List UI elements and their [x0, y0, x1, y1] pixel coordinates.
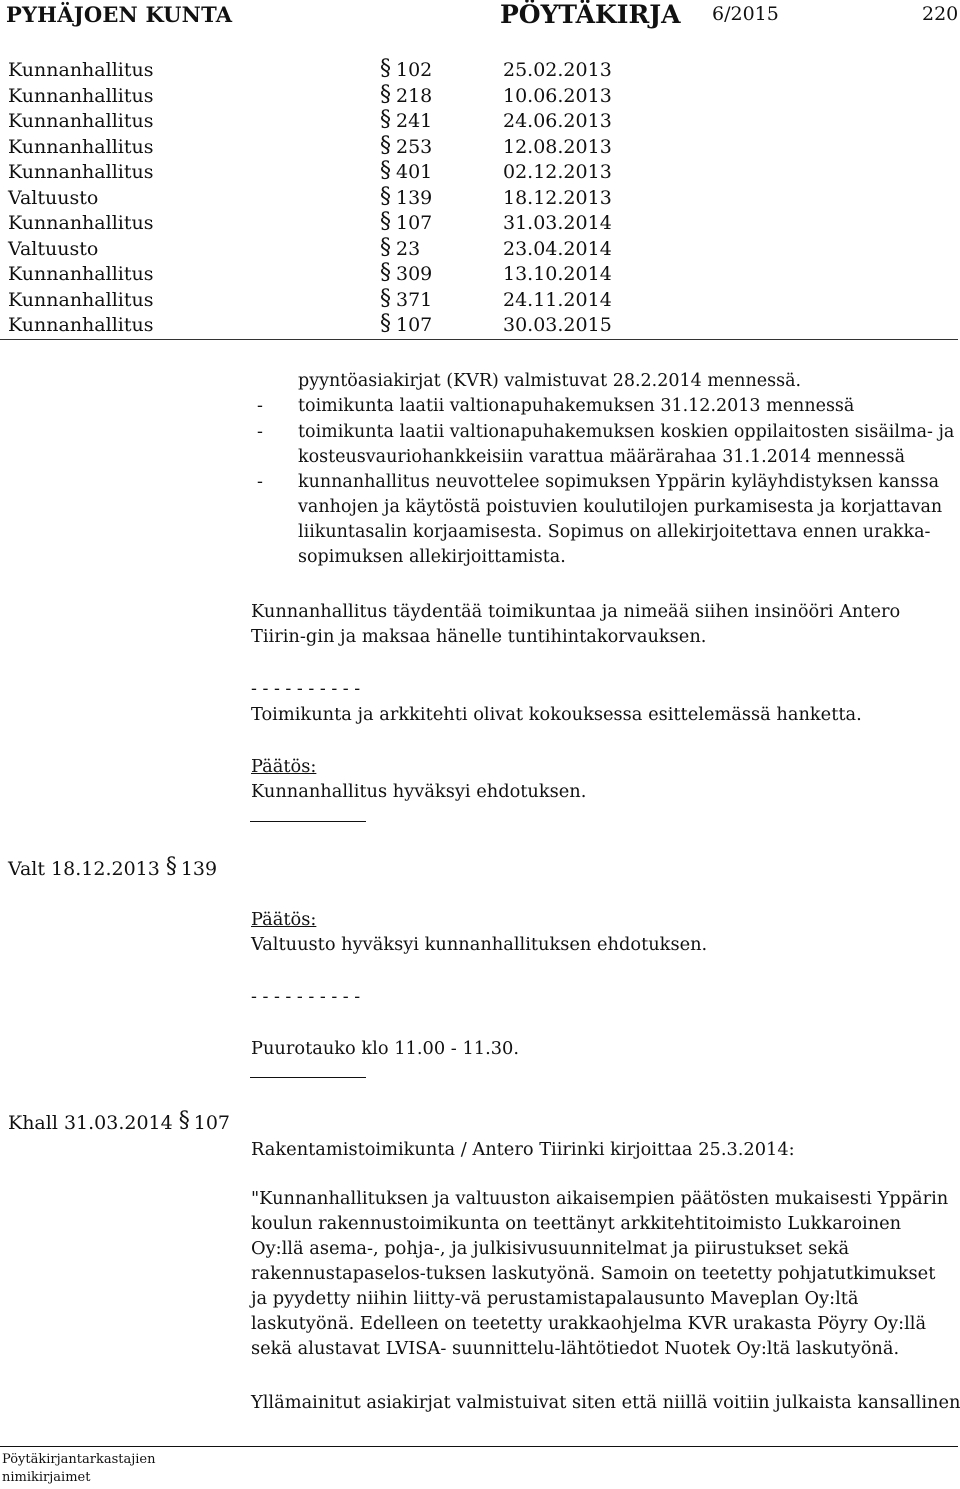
history-number: 253 — [396, 135, 433, 158]
bullet-dash: - — [257, 396, 263, 416]
decision-label: Päätös: — [251, 756, 317, 777]
quote-paragraph: "Kunnanhallituksen ja valtuuston aikaisempien päätösten mukaisesti Yppärin koulun rakennustoimikunta on teettänyt arkkitehtitoimisto Lukkaroinen Oy:llä asema-, pohja-, ja julkisivusuunnitelmat ja piirustukset sekä rakennustapaselos-tuksen laskutyönä. Samoin on teetetty pohjatutkimukset ja pyydetty niihin liitty-vä perustamistapalausunto Maveplan Oy:ltä laskutyönä. Edelleen on teetetty urakkaohjelma KVR urakasta Pöyry Oy:llä sekä alustavat LVISA- suunnittelu-lähtötiedot Nuotek Oy:ltä laskutyönä. — [251, 1188, 949, 1359]
margin-reference — [8, 1110, 230, 1135]
history-number: 107 — [396, 212, 433, 234]
history-date: 25.02.2013 — [503, 59, 612, 81]
history-row — [0, 56, 620, 84]
page-number: 220 — [922, 3, 959, 25]
bullet-text: kunnanhallitus neuvottelee sopimuksen Yppärin kyläyhdistyksen kanssa vanhojen ja käytöstä poistuvien koulutilojen purkamisesta ja korjattavan liikuntasalin korjaamisesta. Sopimus on allekirjoitettava ennen urakka-sopimuksen allekirjoittamista. — [298, 472, 943, 567]
history-date: 12.08.2013 — [503, 135, 612, 158]
kh-paragraph: Kunnanhallitus täydentää toimikuntaa ja nimeää siihen insinööri Antero Tiirin-gin ja maksaa hänelle tuntihintakorvauksen. — [251, 601, 901, 647]
history-row — [0, 209, 620, 237]
history-number: 107 — [396, 314, 433, 336]
reference-number: 139 — [180, 858, 218, 880]
bullet-dash: - — [257, 422, 263, 442]
history-date: 23.04.2014 — [503, 237, 612, 260]
decision-text: Valtuusto hyväksyi kunnanhallituksen ehdotuksen. — [251, 934, 708, 955]
section-end-rule — [250, 1077, 366, 1078]
history-row — [0, 158, 620, 186]
separator-dashes: - - - - - - - - - - — [251, 987, 361, 1007]
history-number: 218 — [396, 84, 433, 107]
history-date: 18.12.2013 — [503, 186, 612, 209]
history-date: 13.10.2014 — [503, 263, 612, 285]
history-org: Valtuusto — [8, 186, 99, 209]
section1-line0: pyyntöasiakirjat (KVR) valmistuvat 28.2.2014 mennessä. — [298, 371, 802, 391]
decision-label: Päätös: — [251, 909, 317, 930]
footer-label: Pöytäkirjantarkastajien nimikirjaimet — [2, 1452, 156, 1485]
section-sign: § — [380, 311, 391, 336]
history-number: 401 — [396, 161, 433, 183]
history-org: Kunnanhallitus — [8, 135, 154, 158]
history-org: Kunnanhallitus — [8, 288, 154, 311]
section-sign: § — [165, 854, 177, 879]
header-divider — [0, 339, 958, 340]
footer-divider — [0, 1446, 958, 1447]
break-note: Puurotauko klo 11.00 - 11.30. — [251, 1038, 519, 1059]
bullet-text: toimikunta laatii valtionapuhakemuksen 31.12.2013 mennessä — [298, 396, 855, 416]
history-row — [0, 183, 620, 212]
section-end-rule — [250, 821, 366, 822]
separator-dashes: - - - - - - - - - - — [251, 679, 361, 699]
section-sign: § — [380, 107, 391, 132]
history-number: 102 — [396, 59, 433, 81]
section-sign: § — [380, 56, 391, 81]
reference-label: Valt 18.12.2013 — [8, 858, 160, 880]
document-number: 6/2015 — [712, 3, 779, 25]
municipality-name: PYHÄJOEN KUNTA — [6, 2, 233, 27]
history-row — [0, 260, 620, 288]
history-org: Kunnanhallitus — [8, 84, 154, 107]
history-date: 31.03.2014 — [503, 212, 612, 234]
history-row — [0, 132, 620, 161]
history-org: Kunnanhallitus — [8, 263, 154, 285]
history-date: 30.03.2015 — [503, 314, 612, 336]
author-line: Rakentamistoimikunta / Antero Tiirinki kirjoittaa 25.3.2014: — [251, 1139, 795, 1160]
section-sign: § — [380, 285, 391, 311]
history-date: 24.06.2013 — [503, 110, 612, 132]
history-date: 10.06.2013 — [503, 84, 612, 107]
history-org: Kunnanhallitus — [8, 212, 154, 234]
history-row — [0, 81, 620, 110]
history-org: Kunnanhallitus — [8, 110, 154, 132]
section-sign: § — [380, 132, 391, 158]
section-sign: § — [380, 234, 391, 260]
section-sign: § — [380, 183, 391, 209]
bullet-dash: - — [257, 472, 263, 492]
history-org: Kunnanhallitus — [8, 59, 154, 81]
history-org: Kunnanhallitus — [8, 161, 154, 183]
history-row — [0, 285, 620, 314]
history-date: 02.12.2013 — [503, 161, 612, 183]
history-number: 371 — [396, 288, 433, 311]
section-sign: § — [380, 81, 391, 107]
history-row — [0, 107, 620, 135]
decision-text: Kunnanhallitus hyväksyi ehdotuksen. — [251, 781, 587, 802]
margin-reference — [8, 856, 217, 881]
section-sign: § — [380, 260, 391, 285]
history-number: 309 — [396, 263, 433, 285]
section-sign: § — [178, 1108, 190, 1133]
history-row — [0, 311, 620, 339]
reference-label: Khall 31.03.2014 — [8, 1112, 173, 1134]
section-sign: § — [380, 158, 391, 183]
bullet-text: toimikunta laatii valtionapuhakemuksen koskien oppilaitosten sisäilma- ja kosteusvauriohankkeisiin varattua määrärahaa 31.1.2014 mennessä — [298, 422, 955, 467]
meeting-note: Toimikunta ja arkkitehti olivat kokouksessa esittelemässä hanketta. — [251, 704, 862, 725]
history-row — [0, 234, 620, 263]
document-type: PÖYTÄKIRJA — [500, 0, 681, 29]
history-number: 241 — [396, 110, 433, 132]
final-line: Yllämainitut asiakirjat valmistuivat siten että niillä voitiin julkaista kansallinen — [251, 1392, 960, 1413]
history-date: 24.11.2014 — [503, 288, 612, 311]
reference-number: 107 — [193, 1112, 231, 1134]
history-number: 139 — [396, 186, 433, 209]
section-sign: § — [380, 209, 391, 234]
history-org: Valtuusto — [8, 237, 99, 260]
history-number: 23 — [396, 237, 421, 260]
history-org: Kunnanhallitus — [8, 314, 154, 336]
